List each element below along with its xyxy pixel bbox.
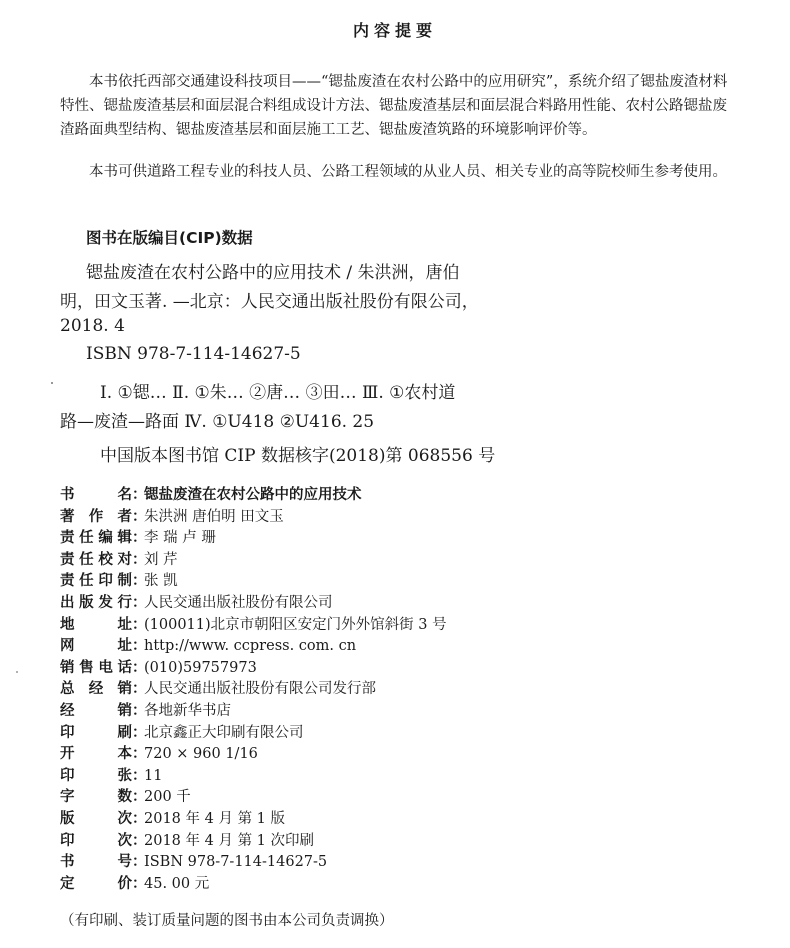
info-value: 2018 年 4 月 第 1 次印刷	[144, 832, 315, 849]
info-label-char: 价	[117, 875, 132, 892]
info-label-char: 刷	[117, 724, 132, 741]
footer-note: （有印刷、装订质量问题的图书由本公司负责调换）	[60, 913, 394, 929]
cip-line: 中国版本图书馆 CIP 数据核字(2018)第 068556 号	[100, 446, 496, 466]
info-label-char: 书	[60, 854, 75, 871]
info-label-char: 话	[117, 659, 132, 676]
abstract-paragraph-1: 本书依托西部交通建设科技项目——“锶盐废渣在农村公路中的应用研究”，系统介绍了锶盐废渣材料特性、锶盐废渣基层和面层混合料组成设计方法、锶盐废渣基层和面层混合料路用性能、农村公路锶盐废渣路面典型结构、锶盐废渣基层和面层施工工艺、锶盐废渣筑路的环境影响评价等。	[60, 74, 728, 138]
info-value: 各地新华书店	[144, 703, 231, 719]
scan-dot	[16, 671, 18, 673]
info-label-char: 售	[79, 659, 94, 676]
cip-line: 2018. 4	[60, 316, 125, 336]
info-value: 李 瑞 卢 珊	[144, 530, 216, 547]
info-label-char: 销	[117, 681, 132, 698]
info-label-char: 张	[117, 767, 132, 784]
info-value: 45. 00 元	[144, 875, 210, 892]
info-label-char: 地	[60, 616, 75, 633]
info-value: 人民交通出版社股份有限公司	[144, 595, 333, 611]
info-value: ISBN 978-7-114-14627-5	[144, 854, 328, 871]
cip-line: Ⅰ. ①锶… Ⅱ. ①朱… ②唐… ③田… Ⅲ. ①农村道	[100, 383, 456, 403]
info-label-char: 责	[60, 573, 75, 590]
info-value: 锶盐废渣在农村公路中的应用技术	[144, 487, 362, 503]
info-label-char: 销	[117, 703, 132, 719]
info-value: 2018 年 4 月 第 1 版	[144, 811, 286, 827]
info-label-char: 次	[117, 832, 132, 849]
info-label-char: 编	[98, 530, 113, 547]
info-label-char: 印	[60, 832, 75, 849]
info-label-char: 校	[98, 551, 113, 568]
info-label-char: 任	[79, 530, 94, 547]
cip-line: 明，田文玉著. —北京：人民交通出版社股份有限公司，	[60, 292, 479, 312]
info-value: 朱洪洲 唐伯明 田文玉	[144, 508, 284, 525]
info-label-char: 版	[79, 595, 94, 611]
info-label-char: 号	[117, 854, 132, 871]
info-label-char: 字	[60, 789, 75, 806]
info-label-char: 网	[60, 638, 75, 655]
info-label-char: 销	[60, 659, 75, 676]
page-title: 内容提要	[352, 21, 437, 40]
info-value: 人民交通出版社股份有限公司发行部	[144, 681, 376, 698]
info-label-char: 经	[60, 703, 75, 719]
info-value: 张 凯	[144, 573, 178, 590]
cip-line: ISBN 978-7-114-14627-5	[86, 344, 301, 364]
info-label-char: 出	[60, 595, 75, 611]
info-label-char: 印	[60, 767, 75, 784]
info-label-char: 印	[60, 724, 75, 741]
info-label-char: 定	[60, 875, 75, 892]
info-label-char: 版	[60, 811, 75, 827]
info-value: 720 × 960 1/16	[144, 746, 258, 763]
info-label-char: 次	[117, 811, 132, 827]
info-label-char: 名	[117, 487, 132, 503]
info-label-char: 辑	[117, 530, 132, 547]
info-label-char: 任	[79, 573, 94, 590]
info-label-char: 发	[98, 595, 113, 611]
info-label-char: 任	[79, 551, 94, 568]
info-label-char: 书	[60, 487, 75, 503]
cip-line: 路—废渣—路面 Ⅳ. ①U418 ②U416. 25	[60, 412, 375, 432]
cip-line: 锶盐废渣在农村公路中的应用技术 / 朱洪洲，唐伯	[86, 263, 460, 283]
info-label-char: 总	[60, 681, 75, 698]
info-label-char: 数	[117, 789, 132, 806]
info-label-char: 责	[60, 551, 75, 568]
scan-dot	[51, 382, 53, 384]
info-label-char: 经	[88, 681, 104, 698]
info-label-char: 作	[88, 508, 104, 525]
info-label-char: 著	[60, 508, 75, 525]
info-label-char: 行	[117, 595, 132, 611]
info-label-char: 本	[117, 746, 132, 763]
info-value: 刘 芹	[144, 551, 178, 568]
cip-heading: 图书在版编目(CIP)数据	[86, 229, 253, 247]
abstract-paragraph-2: 本书可供道路工程专业的科技人员、公路工程领域的从业人员、相关专业的高等院校师生参考使用。	[89, 164, 727, 180]
info-label-char: 址	[117, 638, 132, 655]
info-label-char: 者	[117, 508, 132, 525]
info-value: (010)59757973	[144, 659, 257, 676]
info-value: 北京鑫正大印刷有限公司	[144, 724, 304, 741]
info-value: 200 千	[144, 789, 191, 806]
info-label-char: 电	[98, 659, 113, 676]
info-value: http://www. ccpress. com. cn	[144, 638, 357, 655]
info-label-char: 制	[117, 573, 132, 590]
info-label-char: 印	[98, 573, 113, 590]
info-label-char: 开	[60, 746, 75, 763]
info-value: (100011)北京市朝阳区安定门外外馆斜街 3 号	[144, 616, 447, 633]
info-value: 11	[144, 767, 163, 784]
info-label-char: 责	[60, 530, 75, 547]
info-label-char: 址	[117, 616, 132, 633]
info-label-char: 对	[117, 551, 132, 568]
